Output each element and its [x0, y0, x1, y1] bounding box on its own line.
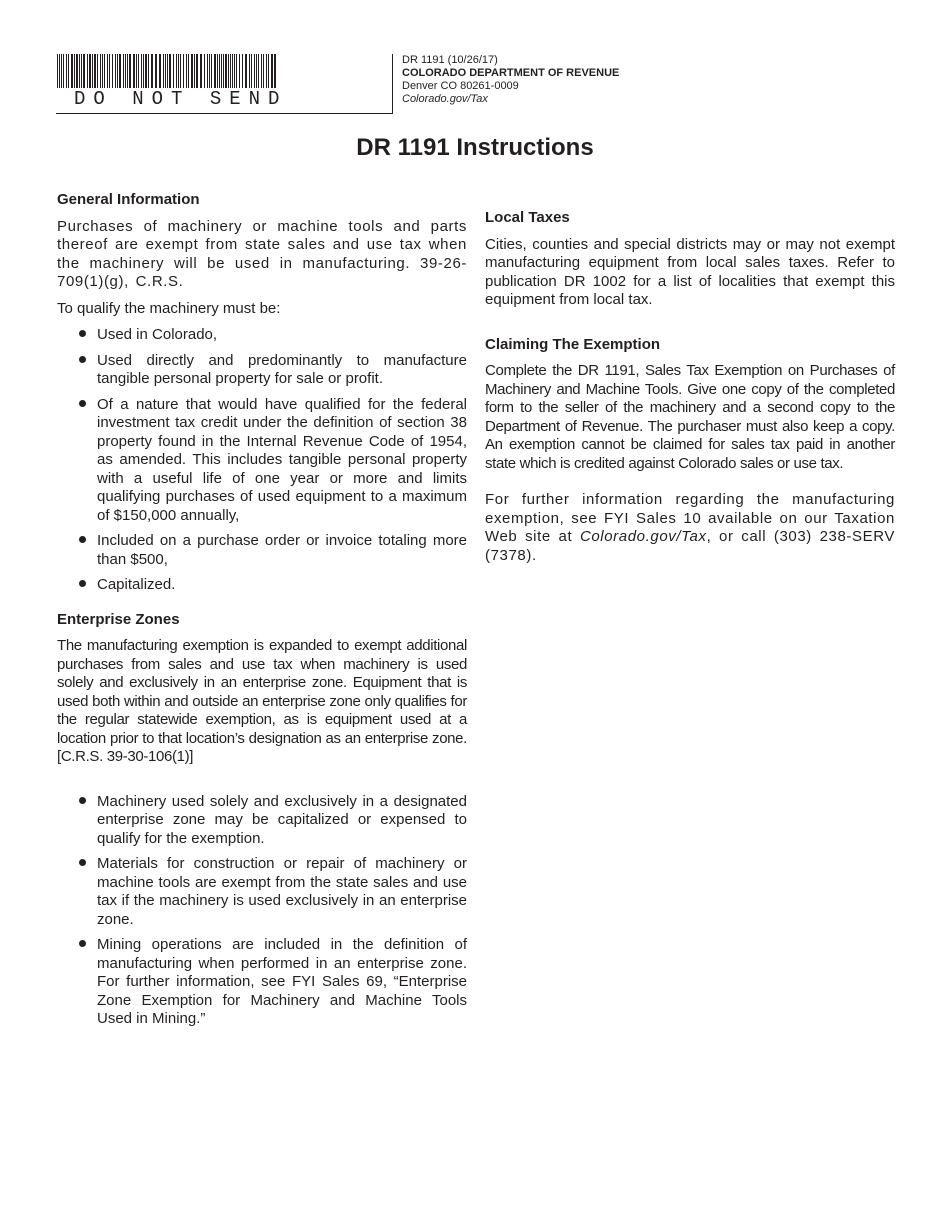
bullet-icon: [79, 330, 86, 337]
bullet-icon: [79, 940, 86, 947]
qualify-text: To qualify the machinery must be:: [57, 299, 281, 317]
bullet-icon: [79, 356, 86, 363]
tax-website-link[interactable]: Colorado.gov/Tax: [579, 528, 707, 545]
general-intro: Purchases of machinery or machine tools and parts thereof are exempt from state sales and use tax when the machinery will be used in manufacturing. 39-26-709(1)(g), C.R.S.: [57, 217, 467, 290]
local-body: Cities, counties and special districts may or may not exempt manufacturing equipment from local sales taxes. Refer to publication DR 1002 for a list of localities that exempt this equipment from local tax.: [485, 235, 895, 308]
bullet-icon: [79, 580, 86, 587]
claiming-heading: Claiming The Exemption: [485, 335, 661, 353]
form-header: [402, 54, 619, 106]
enterprise-body: The manufacturing exemption is expanded to exempt additional purchases from sales and use tax when machinery is used solely and exclusively in an enterprise zone. Equipment that is used both within and outside an enterprise zone only qualifies for the regular statewide exemption, as is equipment used at a location prior to that location’s designation as an enterprise zone. [C.R.S. 39-30-106(1)]: [57, 637, 467, 765]
list-item: Used in Colorado,: [57, 326, 467, 345]
barcode-caption: DO NOT SEND: [74, 88, 288, 110]
bullet-icon: [79, 400, 86, 407]
qualify-list: [57, 326, 467, 595]
list-item: Used directly and predominantly to manufacture tangible personal property for sale or profit.: [57, 352, 467, 389]
list-item: Capitalized.: [57, 576, 467, 595]
bullet-icon: [79, 859, 86, 866]
department-address: Denver CO 80261-0009: [402, 80, 519, 92]
bullet-icon: [79, 536, 86, 543]
local-heading: Local Taxes: [485, 209, 570, 226]
list-item: Included on a purchase order or invoice totaling more than $500,: [57, 532, 467, 569]
list-item: Mining operations are included in the definition of manufacturing when performed in an enterprise zone. For further information, see FYI Sales 69, “Enterprise Zone Exemption for Machinery and Machine Tools Used in Mining.”: [57, 936, 467, 1029]
department-website: Colorado.gov/Tax: [402, 93, 488, 105]
form-id: DR 1191 (10/26/17): [402, 54, 498, 66]
barcode-image: [56, 54, 278, 88]
list-item: Machinery used solely and exclusively in a designated enterprise zone may be capitalized or expensed to qualify for the exemption.: [57, 793, 467, 849]
list-item: Of a nature that would have qualified for the federal investment tax credit under the definition of section 38 property found in the Internal Revenue Code of 1954, as amended. This includes tangible personal property with a useful life of one year or more and limits qualifying purchases of used equipment to a maximum of $150,000 annually,: [57, 396, 467, 526]
general-heading: General Information: [57, 191, 200, 208]
list-item: Materials for construction or repair of machinery or machine tools are exempt from the state sales and use tax if the machinery is used exclusively in an enterprise zone.: [57, 855, 467, 929]
right-column: [485, 209, 895, 573]
claiming-body: Complete the DR 1191, Sales Tax Exemption on Purchases of Machinery and Machine Tools. Give one copy of the completed form to the seller of the machinery and a second copy to the Department of Revenue. The purchaser must also keep a copy. An exemption cannot be claimed for sales tax paid in another state which is credited against Colorado sales or use tax.: [485, 362, 895, 472]
enterprise-heading: Enterprise Zones: [57, 610, 180, 628]
department-name: COLORADO DEPARTMENT OF REVENUE: [402, 67, 620, 79]
enterprise-list: [57, 793, 467, 1029]
further-info: For further information regarding the manufacturing exemption, see FYI Sales 10 available on our Taxation Web site at Colorado.gov/Tax, or call (303) 238-SERV (7378).: [485, 491, 895, 564]
barcode-block: [56, 54, 393, 114]
page-title: DR 1191 Instructions: [356, 134, 594, 161]
left-column: [57, 191, 467, 1036]
bullet-icon: [79, 797, 86, 804]
